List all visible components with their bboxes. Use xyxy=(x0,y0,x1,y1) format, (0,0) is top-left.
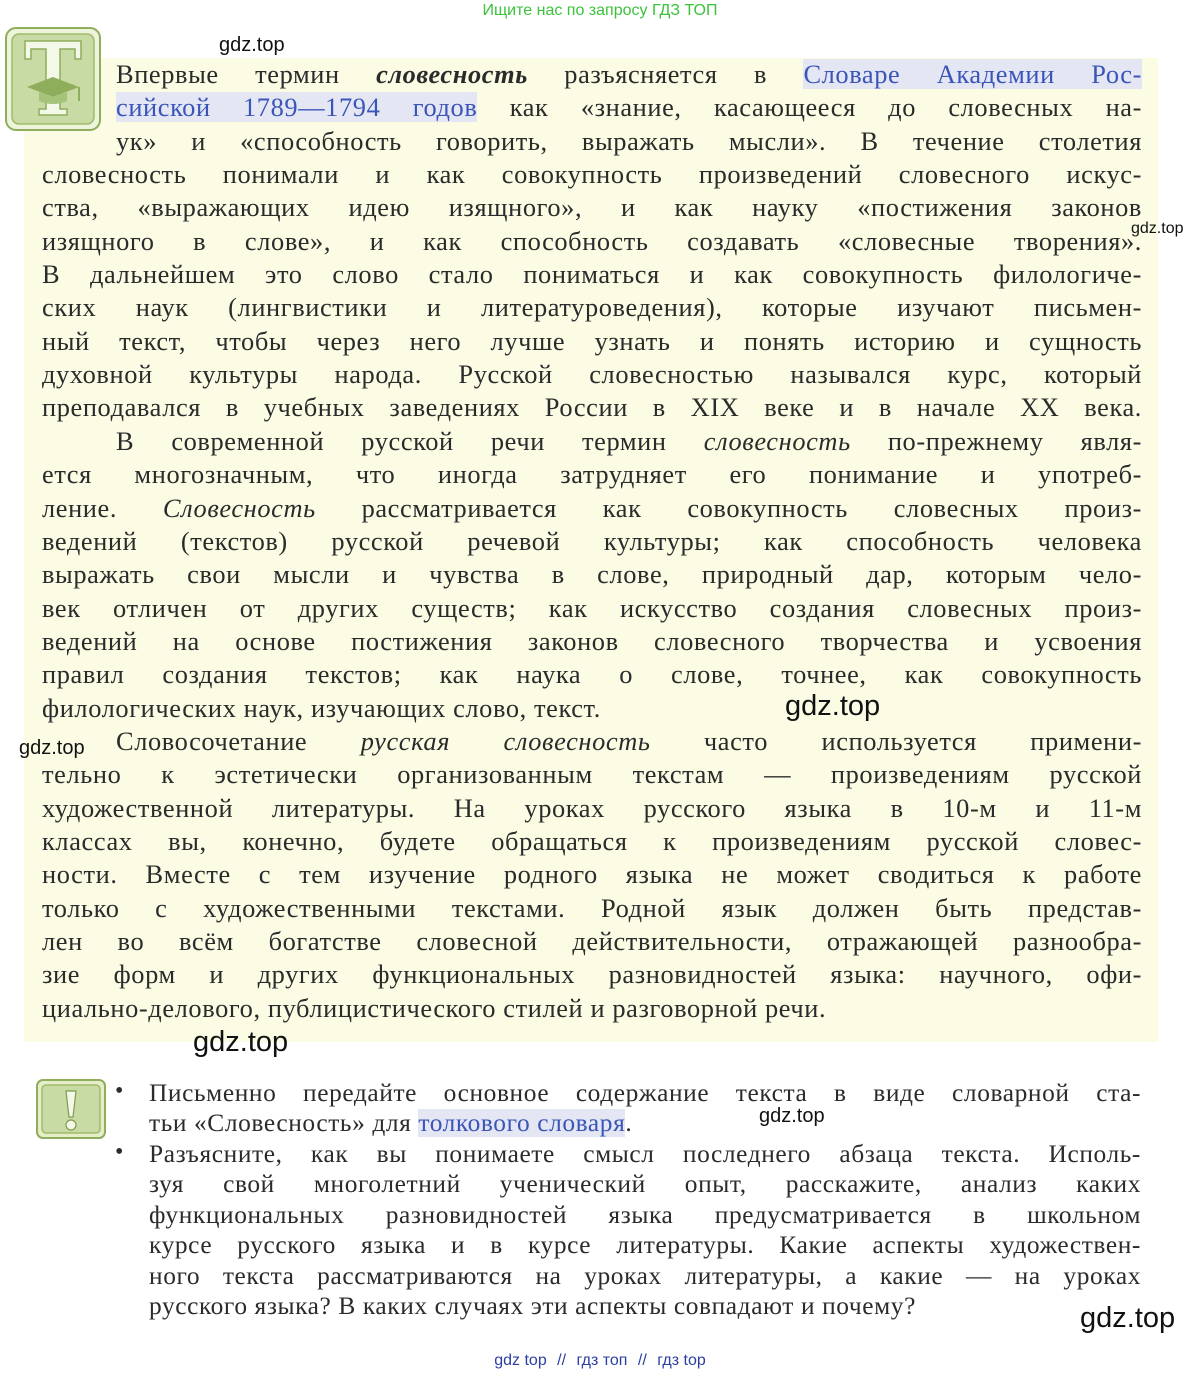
watermark: gdz.top xyxy=(785,690,881,722)
paragraph-2 xyxy=(42,425,1142,725)
task-line: курсе русского языка и в курсе литературы. Какие аспекты художествен- xyxy=(149,1231,1141,1260)
footer-links xyxy=(0,1352,1200,1370)
dictionary-link[interactable]: Словаре Академии Рос- xyxy=(803,59,1142,89)
task-2 xyxy=(115,1139,1141,1321)
watermark: gdz.top xyxy=(1080,1302,1176,1334)
text-line: тельно к эстетически организованным текстам — произведениям русской xyxy=(42,759,1142,790)
text-line: классах вы, конечно, будете обращаться к произведениям русской словес- xyxy=(42,826,1142,857)
task-line: Письменно передайте основное содержание текста в виде словарной ста- xyxy=(149,1079,1141,1107)
watermark: gdz.top xyxy=(759,1105,825,1127)
text-line: ется многозначным, что иногда затрудняет его понимание и употреб- xyxy=(42,459,1142,490)
text-line: ление. Словесность рассматривается как совокупность словесных произ- xyxy=(42,492,1142,523)
text-line: изящного в слове», и как способность создавать «словесные творения». xyxy=(42,225,1142,256)
footer-link-gdz-top-ru[interactable]: гдз топ xyxy=(576,1352,628,1369)
text-line: ности. Вместе с тем изучение родного языка не может сводиться к работе xyxy=(42,859,1142,890)
text-line: ведений (текстов) русской речевой культуры; как способность человека xyxy=(42,526,1142,557)
text-line: ведений на основе постижения законов словесного творчества и усвоения xyxy=(42,626,1142,657)
term-slovesnost: словесность xyxy=(703,426,851,456)
dictionary-link-cont[interactable]: сийской 1789—1794 годов xyxy=(116,92,478,123)
text-line: В современной русской речи термин словесность по-прежнему явля- xyxy=(116,426,1142,456)
text-line: художественной литературы. На уроках русского языка в 10-м и 11-м xyxy=(42,792,1142,823)
task-line: зуя свой многолетний ученический опыт, расскажите, анализ каких xyxy=(149,1170,1141,1199)
footer-link-gdz-top[interactable]: gdz top xyxy=(494,1352,547,1369)
watermark: gdz.top xyxy=(19,737,85,759)
text-line: лен во всём богатстве словесной действительности, отражающей разнообра- xyxy=(42,926,1142,957)
watermark: gdz.top xyxy=(193,1026,289,1058)
task-line: функциональных разновидностей языка предусматривается в школьном xyxy=(149,1200,1141,1229)
text-line: словесность понимали и как совокупность произведений словесного искус- xyxy=(42,159,1142,190)
footer-separator: // xyxy=(637,1352,647,1369)
text-line: циально-делового, публицистического стилей и разговорной речи. xyxy=(42,992,827,1023)
text-line: ства, «выражающих идею изящного», и как науку «постижения законов xyxy=(42,192,1142,223)
top-banner[interactable]: Ищите нас по запросу ГДЗ ТОП xyxy=(482,2,718,19)
exclamation-icon xyxy=(36,1079,106,1139)
term-russkaya-slovesnost: русская словесность xyxy=(360,726,651,756)
bullet: • xyxy=(115,1078,125,1104)
text-line: Словосочетание русская словесность часто используется примени- xyxy=(116,726,1142,756)
text-line: ный текст, чтобы через него лучше узнать и понять историю и сущность xyxy=(42,325,1142,356)
text-line: ук» и «способность говорить, выражать мысли». В течение столетия xyxy=(116,125,1142,156)
text-line: век отличен от других существ; как искусство создания словесных произ- xyxy=(42,592,1142,623)
text-line: В дальнейшем это слово стало пониматься и как совокупность филологиче- xyxy=(42,259,1142,290)
text-line: филологических наук, изучающих слово, текст. xyxy=(42,692,601,723)
task-line: Разъясните, как вы понимаете смысл последнего абзаца текста. Исполь- xyxy=(149,1140,1141,1168)
task-1 xyxy=(115,1078,1141,1139)
text-line: Впервые термин словесность разъясняется в Словаре Академии Рос- xyxy=(116,59,1142,89)
watermark: gdz.top xyxy=(1131,220,1184,237)
explanatory-dictionary-link[interactable]: толкового словаря xyxy=(418,1109,626,1138)
text-line: выражать свои мысли и чувства в слове, природный дар, которым чело- xyxy=(42,559,1142,590)
text-line: правил создания текстов; как наука о слове, точнее, как совокупность xyxy=(42,659,1142,690)
task-line: тьи «Словесность» для толкового словаря. xyxy=(149,1109,633,1138)
text-line: духовной культуры народа. Русской словесностью назывался курс, который xyxy=(42,359,1142,390)
text-line: сийской 1789—1794 годов как «знание, касающееся до словесных на- xyxy=(116,92,1142,123)
footer-link-gdz-top-mixed[interactable]: гдз top xyxy=(657,1352,706,1369)
task-line: русского языка? В каких случаях эти аспекты совпадают и почему? xyxy=(149,1291,916,1320)
text-line: ских наук (лингвистики и литературоведения), которые изучают письмен- xyxy=(42,292,1142,323)
paragraph-3 xyxy=(42,725,1142,1025)
text-line: только с художественными текстами. Родной язык должен быть представ- xyxy=(42,892,1142,923)
footer-separator: // xyxy=(557,1352,567,1369)
bullet: • xyxy=(115,1139,125,1165)
paragraph-1 xyxy=(42,58,1142,425)
watermark: gdz.top xyxy=(219,34,285,56)
term-slovesnost: Словесность xyxy=(162,492,316,523)
term-slovesnost: словесность xyxy=(376,59,528,89)
text-line: зие форм и других функциональных разновидностей языка: научного, офи- xyxy=(42,959,1142,990)
task-line: ного текста рассматриваются на уроках литературы, а какие — на уроках xyxy=(149,1261,1141,1290)
text-line: преподавался в учебных заведениях России в XIX веке и в начале XX века. xyxy=(42,392,1142,423)
